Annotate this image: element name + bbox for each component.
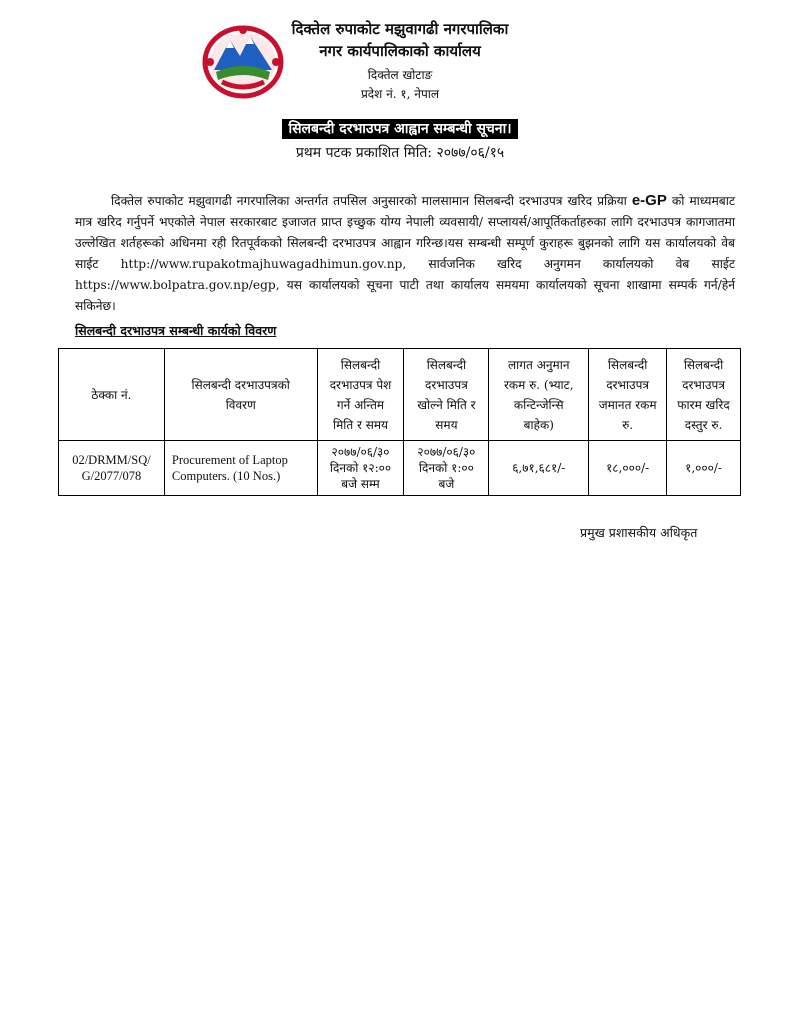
table-row [59, 441, 741, 496]
office-name: नगर कार्यपालिकाको कार्यालय [319, 42, 481, 60]
office-province: प्रदेश नं. १, नेपाल [360, 87, 440, 101]
cell-submission-deadline: २०७७/०६/३० दिनको १२:०० बजे सम्म [317, 441, 404, 496]
body-text-part2: को माध्यमबाट मात्र खरिद गर्नुपर्ने भएकोले नेपाल सरकारबाट इजाजत प्राप्त इच्छुक योग्य नेपाली व्यवसायी/ सप्लायर्स/आपूर्तिकर्ताहरुका लागि दरभाउपत्र कागजातमा उल्लेखित शर्तहरूको अधिनमा रही रितपूर्वकको सिलबन्दी दरभाउपत्र आह्वान गरिन्छ।यस सम्बन्धी सम्पूर्ण कुराहरू बुझनको लागि यस कार्यालयको वेब साईट http://www.rupakotmajhuwagadhimun.gov.np, सार्वजनिक खरिद अनुगमन कार्यालयको वेब साईट https://www.bolpatra.gov.np/egp, यस कार्यालयको सूचना पाटी तथा कार्यालय समयमा कार्यालयको सूचना शाखामा सम्पर्क गर्न/हेर्न सकिनेछ। [75, 194, 735, 313]
notice-body [75, 190, 735, 317]
header-contract-no: ठेक्का नं. [59, 349, 165, 441]
published-date: प्रथम पटक प्रकाशित मिति: २०७७/०६/१५ [295, 145, 505, 161]
header-submission-deadline: सिलबन्दी दरभाउपत्र पेश गर्ने अन्तिम मिति र समय [317, 349, 404, 441]
header-form-fee: सिलबन्दी दरभाउपत्र फारम खरिद दस्तुर रु. [667, 349, 741, 441]
header-opening-date: सिलबन्दी दरभाउपत्र खोल्ने मिति र समय [404, 349, 489, 441]
cell-form-fee: १,०००/- [667, 441, 741, 496]
tender-table [58, 348, 741, 496]
notice-title-text: सिलबन्दी दरभाउपत्र आह्वान सम्बन्धी सूचना। [282, 119, 517, 139]
header-bid-security: सिलबन्दी दरभाउपत्र जमानत रकम रु. [589, 349, 667, 441]
table-header-row [59, 349, 741, 441]
egp-label: e-GP [631, 192, 667, 209]
cell-opening-date: २०७७/०६/३० दिनको १:०० बजे [404, 441, 489, 496]
cell-bid-security: १८,०००/- [589, 441, 667, 496]
body-text-part1: दिक्तेल रुपाकोट मझुवागढी नगरपालिका अन्तर्गत तपसिल अनुसारको मालसामान सिलबन्दी दरभाउपत्र खरिद प्रक्रिया [111, 194, 632, 208]
cell-contract-no: 02/DRMM/SQ/ G/2077/078 [59, 441, 165, 496]
notice-title [0, 118, 800, 139]
office-header [250, 18, 550, 103]
table-heading: सिलबन्दी दरभाउपत्र सम्बन्धी कार्यको विवरण [75, 323, 277, 338]
municipality-name: दिक्तेल रुपाकोट मझुवागढी नगरपालिका [291, 20, 509, 38]
header-cost-estimate: लागत अनुमान रकम रु. (भ्याट, कन्टिन्जेन्सि बाहेक) [489, 349, 589, 441]
cell-description: Procurement of Laptop Computers. (10 Nos.) [164, 441, 317, 496]
signoff-title: प्रमुख प्रशासकीय अधिकृत [580, 525, 698, 540]
header-description: सिलबन्दी दरभाउपत्रको विवरण [164, 349, 317, 441]
office-location: दिक्तेल खोटाङ [367, 68, 433, 82]
cell-cost-estimate: ६,७१,६८१/- [489, 441, 589, 496]
